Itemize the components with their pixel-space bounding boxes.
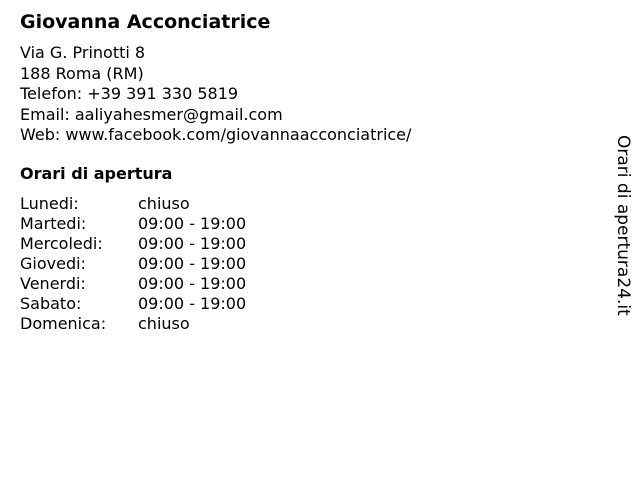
hours-time: 09:00 - 19:00 — [138, 294, 247, 313]
hours-day: Domenica: — [20, 314, 107, 333]
hours-time: chiuso — [138, 314, 190, 333]
contact-block — [20, 43, 411, 146]
hours-day: Sabato: — [20, 294, 82, 313]
address-city: 188 Roma (RM) — [20, 63, 144, 83]
side-brand-text: Orari di apertura24.it — [613, 135, 633, 316]
opening-hours-title: Orari di apertura — [20, 164, 173, 183]
business-name: Giovanna Acconciatrice — [20, 11, 271, 33]
hours-time: 09:00 - 19:00 — [138, 254, 247, 273]
email-line: Email: aaliyahesmer@gmail.com — [20, 104, 283, 124]
hours-day: Martedi: — [20, 214, 87, 233]
hours-time: chiuso — [138, 194, 190, 213]
hours-time: 09:00 - 19:00 — [138, 214, 247, 233]
phone-line: Telefon: +39 391 330 5819 — [20, 84, 239, 103]
web-line: Web: www.facebook.com/giovannaacconciatrice/ — [20, 125, 412, 144]
hours-day: Lunedi: — [20, 194, 79, 213]
hours-day: Mercoledi: — [20, 234, 103, 253]
hours-time: 09:00 - 19:00 — [138, 234, 247, 253]
hours-time: 09:00 - 19:00 — [138, 274, 247, 293]
hours-day: Giovedi: — [20, 254, 86, 273]
hours-day: Venerdi: — [20, 274, 86, 293]
address-street: Via G. Prinotti 8 — [20, 43, 146, 62]
